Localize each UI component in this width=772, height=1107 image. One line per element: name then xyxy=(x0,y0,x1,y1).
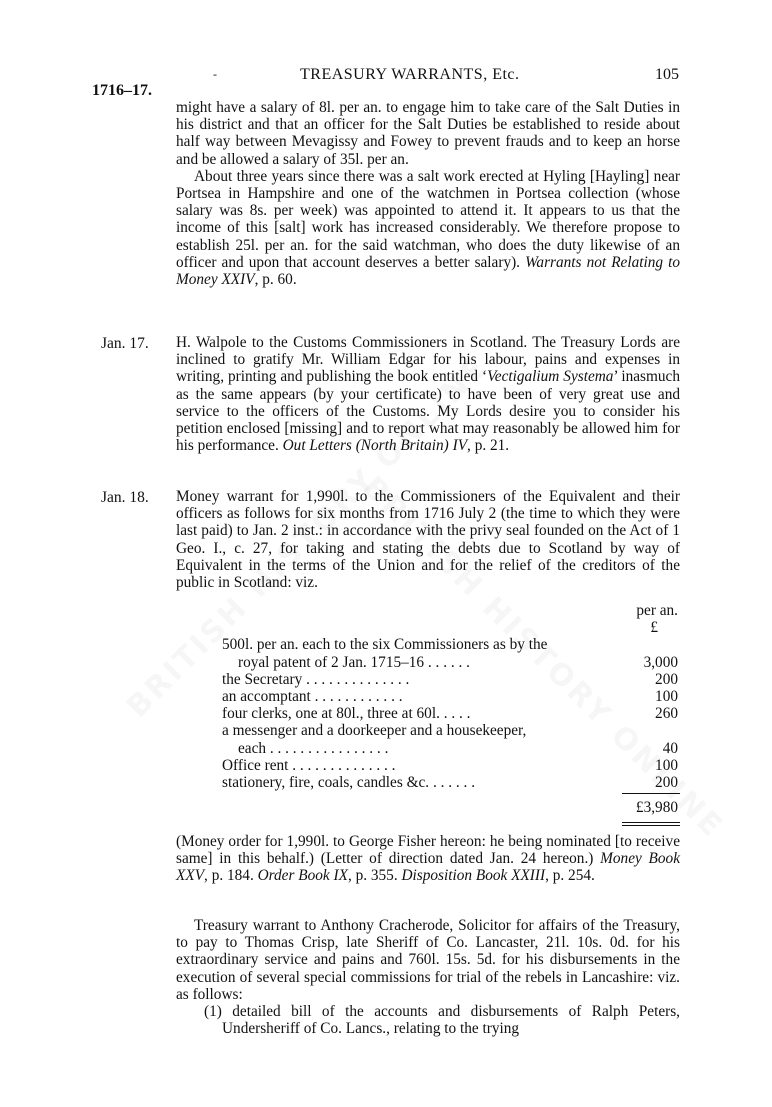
table-row-amount: 200 xyxy=(655,670,678,688)
continuation-paragraph-2-text: About three years since there was a salt work erected at Hyling [Hayling] near Portsea in Hampshire and one of the watchmen in Portsea collection (whose salary was 8s. per week) was appointed to attend it. It appears to us that the income of this [salt] work has increased considerably. We therefore propose to establish 25l. per an. for the said watchman, who does the duty likewise of an officer and upon that account deserves a better salary). xyxy=(176,167,680,271)
table-row xyxy=(222,705,680,722)
table-row xyxy=(222,757,680,774)
reference-page: , p. 60. xyxy=(254,271,297,289)
entry-crisp-text xyxy=(176,917,680,1037)
table-row xyxy=(222,636,680,653)
continuation-paragraph-2 xyxy=(176,168,680,288)
total-rule-bottom xyxy=(622,822,680,823)
table-row-label: 500l. per an. each to the six Commissioners as by the xyxy=(222,636,548,654)
table-row-amount: 100 xyxy=(655,687,678,705)
table-row-label: four clerks, one at 80l., three at 60l. . . . . xyxy=(222,705,471,723)
total-row xyxy=(222,799,680,816)
reference-page: , p. 21. xyxy=(467,437,510,455)
entry-jan17-text-b: ’ inasmuch as the same appears (by your certificate) to have been of very great use and service to the officers of the Customs. My Lords desire you to consider his petition enclosed [missing] and to report what may reasonably be allowed him for his performance. xyxy=(176,368,680,455)
reference-out-letters: Out Letters (North Britain) IV xyxy=(282,437,468,455)
table-row xyxy=(222,688,680,705)
reference-page: , p. 254. xyxy=(545,867,595,885)
table-row xyxy=(222,740,680,757)
salary-table xyxy=(222,602,680,791)
total-amount: £3,980 xyxy=(635,799,678,816)
entry-jan17-text xyxy=(176,334,680,454)
table-col-header xyxy=(222,602,680,619)
reference-disposition-book: Disposition Book XXIII xyxy=(401,867,546,885)
table-row-label: royal patent of 2 Jan. 1715–16 . . . . . . xyxy=(238,653,470,671)
reference-page: , p. 355. xyxy=(347,867,398,885)
entry-date-jan18: Jan. 18. xyxy=(101,489,149,506)
table-col-unit xyxy=(222,619,680,636)
table-row-amount: 200 xyxy=(655,773,678,791)
entry-jan17-text-a: H. Walpole to the Customs Commissioners in Scotland. The Treasury Lords are inclined to gratify Mr. William Edgar for his labour, pains and expenses in writing, printing and publishing the book entitled ‘ xyxy=(176,334,680,386)
table-row-label: Office rent . . . . . . . . . . . . . . xyxy=(222,756,396,774)
table-row-label: stationery, fire, coals, candles &c. . . . . . . xyxy=(222,773,476,791)
table-row-amount: 40 xyxy=(662,739,678,757)
reference-warrants-book: Warrants not Relating to Money XXIV xyxy=(176,253,680,289)
table-row xyxy=(222,774,680,791)
entry-jan18-after xyxy=(176,833,680,885)
total-rule-top xyxy=(622,793,680,794)
table-row xyxy=(222,671,680,688)
total-rule-bottom-2 xyxy=(622,825,680,826)
col-header-per-an: per an. xyxy=(636,602,678,619)
continuation-entry xyxy=(176,99,680,288)
table-row-amount: 260 xyxy=(655,705,678,723)
entry-jan18-after-paragraph xyxy=(176,833,680,885)
continuation-paragraph-1: might have a salary of 8l. per an. to engage him to take care of the Salt Duties in his district and that an officer for the Salt Duties be established to reside about half way between Mevagissy and Fowey to prevent frauds and to keep an horse and be allowed a salary of 35l. per an. xyxy=(176,99,680,168)
table-row xyxy=(222,722,680,739)
entry-crisp-paragraph: Treasury warrant to Anthony Cracherode, Solicitor for affairs of the Treasury, to pay to Thomas Crisp, late Sheriff of Co. Lancaster, 21l. 10s. 0d. for his extraordinary service and pains and 760l. 15s. 5d. for his disbursements in the execution of several special commissions for trial of the rebels in Lancashire: viz. as follows: xyxy=(176,917,680,1003)
table-row-label: an accomptant . . . . . . . . . . . . xyxy=(222,687,403,705)
table-rows xyxy=(222,636,680,791)
entry-jan18-text xyxy=(176,488,680,591)
entry-date-jan17: Jan. 17. xyxy=(101,335,149,352)
reference-money-book: Money Book XXV xyxy=(176,850,680,885)
table-row xyxy=(222,654,680,671)
table-row-label: a messenger and a doorkeeper and a housekeeper, xyxy=(222,722,527,740)
table-row-amount: 3,000 xyxy=(643,653,678,671)
entry-crisp-item-1: (1) detailed bill of the accounts and disbursements of Ralph Peters, Undersheriff of Co. Lancs., relating to the trying xyxy=(204,1003,680,1038)
table-row-label: each . . . . . . . . . . . . . . . . xyxy=(238,739,389,757)
page-title: TREASURY WARRANTS, Etc. xyxy=(300,66,520,83)
table-total-row xyxy=(222,799,680,816)
book-title: Vectigalium Systema xyxy=(487,368,614,386)
header-mark: ‑ xyxy=(213,67,217,81)
header-year-range: 1716–17. xyxy=(92,82,152,99)
reference-order-book: Order Book IX xyxy=(257,867,348,885)
entry-jan18-paragraph: Money warrant for 1,990l. to the Commissioners of the Equivalent and their officers as follows for six months from 1716 July 2 (the time to which they were last paid) to Jan. 2 inst.: in accordance with the privy seal founded on the Act of 1 Geo. I., c. 27, for taking and stating the debts due to Scotland by way of Equivalent in the terms of the Union and for the relief of the creditors of the public in Scotland: viz. xyxy=(176,488,680,592)
table-row-label: the Secretary . . . . . . . . . . . . . . xyxy=(222,670,410,688)
entry-jan18-after-text: (Money order for 1,990l. to George Fisher hereon: he being nominated [to receive same] in this behalf.) (Letter of direction dated Jan. 24 hereon.) xyxy=(176,833,680,868)
reference-page: , p. 184. xyxy=(204,867,254,885)
col-unit-pound: £ xyxy=(650,619,658,637)
entry-jan17-paragraph xyxy=(176,334,680,454)
page-number: 105 xyxy=(655,66,679,83)
table-row-amount: 100 xyxy=(655,756,678,774)
